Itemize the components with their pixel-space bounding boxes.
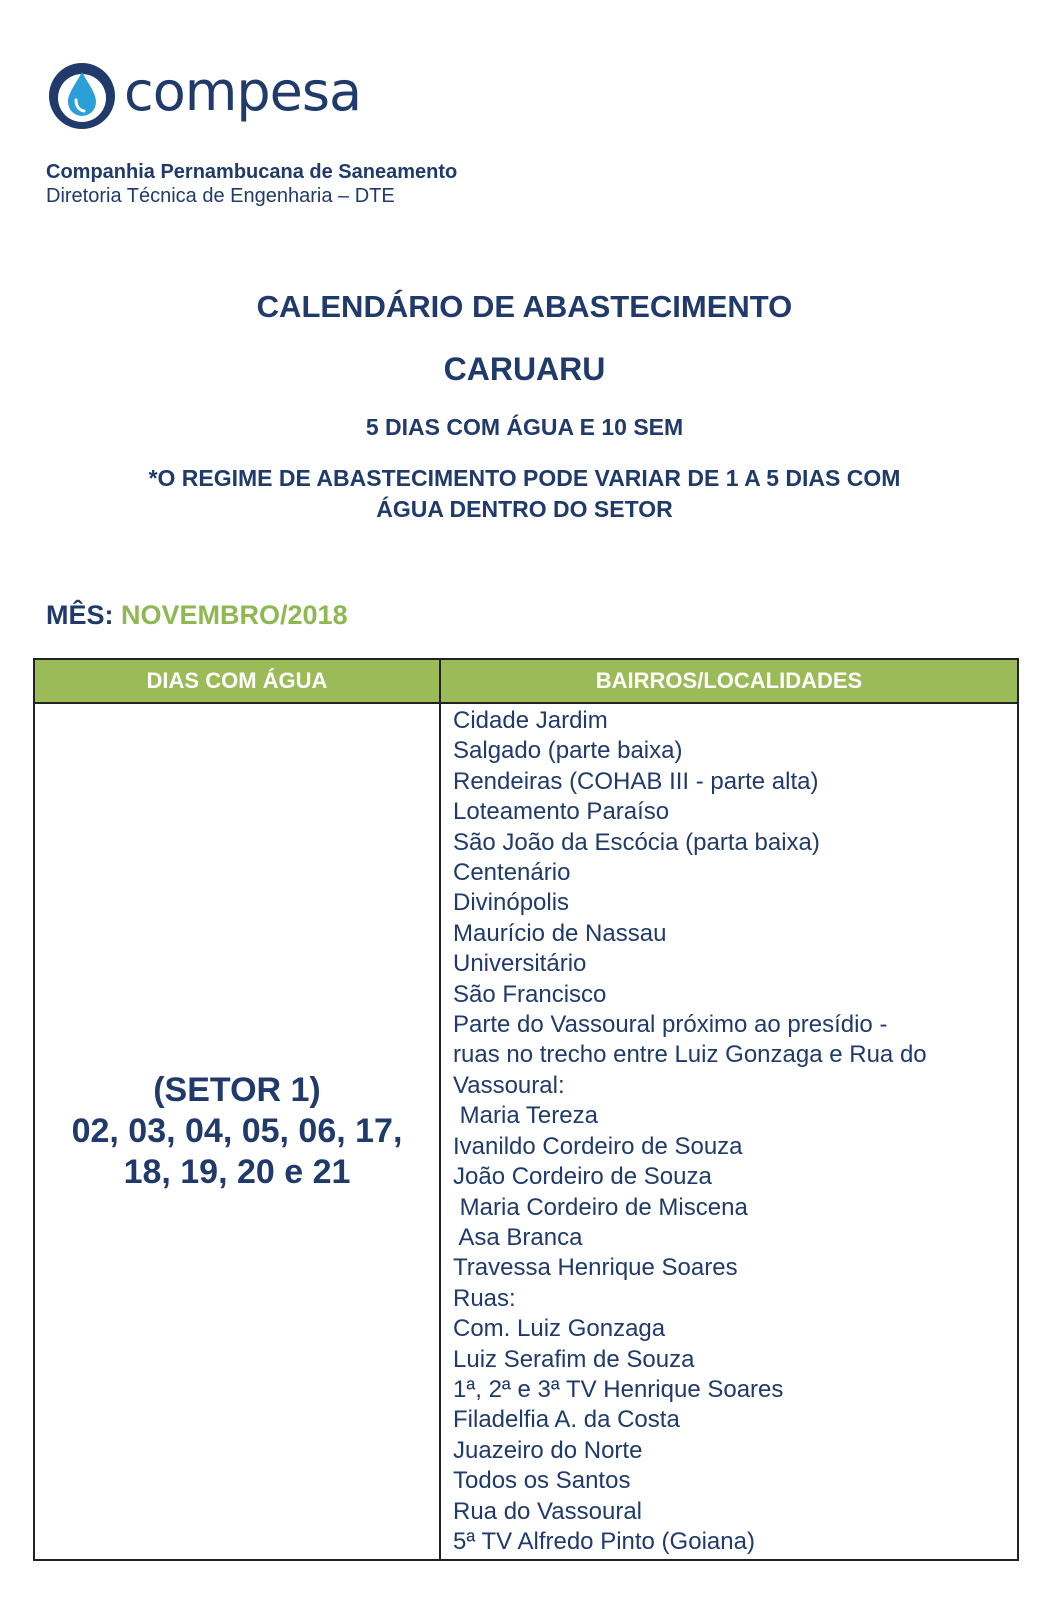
list-item: Maria Cordeiro de Miscena [453,1193,748,1221]
department-name: Diretoria Técnica de Engenharia – DTE [46,185,395,207]
table-row [34,703,1018,1560]
month-value: NOVEMBRO/2018 [121,600,348,630]
list-item: João Cordeiro de Souza [453,1163,712,1191]
regime-note-line2: ÁGUA DENTRO DO SETOR [376,496,673,522]
list-item: Vassoural: [453,1071,565,1099]
list-item: Travessa Henrique Soares [453,1254,738,1282]
list-item: Todos os Santos [453,1467,631,1495]
list-item: São João da Escócia (parta baixa) [453,828,820,856]
list-item: Luiz Serafim de Souza [453,1345,695,1373]
list-item: Centenário [453,859,571,887]
list-item: São Francisco [453,980,607,1008]
list-item: ruas no trecho entre Luiz Gonzaga e Rua do [453,1041,927,1069]
list-item: Cidade Jardim [453,707,608,734]
list-item: Parte do Vassoural próximo ao presídio - [453,1011,888,1039]
regime-note-line1: *O REGIME DE ABASTECIMENTO PODE VARIAR DE 1 A 5 DIAS COM [148,465,901,491]
list-item: Ruas: [453,1284,516,1312]
list-item: 1ª, 2ª e 3ª TV Henrique Soares [453,1375,784,1403]
header-days: DIAS COM ÁGUA [34,659,440,703]
compesa-logo [46,60,361,132]
list-item: Maria Tereza [453,1102,598,1130]
list-item: Universitário [453,950,587,978]
list-item: Asa Branca [453,1223,583,1251]
list-item: Juazeiro do Norte [453,1436,643,1464]
company-name: Companhia Pernambucana de Saneamento [46,161,458,183]
days-cell [34,703,440,1560]
bairros-cell [440,703,1018,1560]
city-title: CARUARU [443,351,606,387]
list-item: Maurício de Nassau [453,919,667,947]
company-info [46,160,457,208]
list-item: Filadelfia A. da Costa [453,1406,680,1434]
bairros-list [453,706,1009,1557]
sector-days-line1: 02, 03, 04, 05, 06, 17, [71,1112,403,1151]
list-item: Loteamento Paraíso [453,798,670,826]
list-item: Rua do Vassoural [453,1497,642,1525]
schedule-table [33,658,1019,1561]
header-bairros: BAIRROS/LOCALIDADES [440,659,1018,703]
water-drop-icon [46,60,118,132]
sector-days-line2: 18, 19, 20 e 21 [123,1153,351,1192]
month-label [46,600,348,631]
month-prefix: MÊS: [46,600,114,630]
list-item: Com. Luiz Gonzaga [453,1315,666,1343]
list-item: Salgado (parte baixa) [453,737,683,765]
logo-wordmark: compesa [124,60,362,123]
list-item: Rendeiras (COHAB III - parte alta) [453,767,819,795]
regime-note [0,463,1049,525]
list-item: 5ª TV Alfredo Pinto (Goiana) [453,1527,755,1555]
sector-name: (SETOR 1) [153,1071,321,1110]
list-item: Divinópolis [453,889,570,917]
table-header-row [34,659,1018,703]
doc-title: CALENDÁRIO DE ABASTECIMENTO [256,289,793,324]
list-item: Ivanildo Cordeiro de Souza [453,1132,743,1160]
regime-subtitle: 5 DIAS COM ÁGUA E 10 SEM [365,414,684,440]
